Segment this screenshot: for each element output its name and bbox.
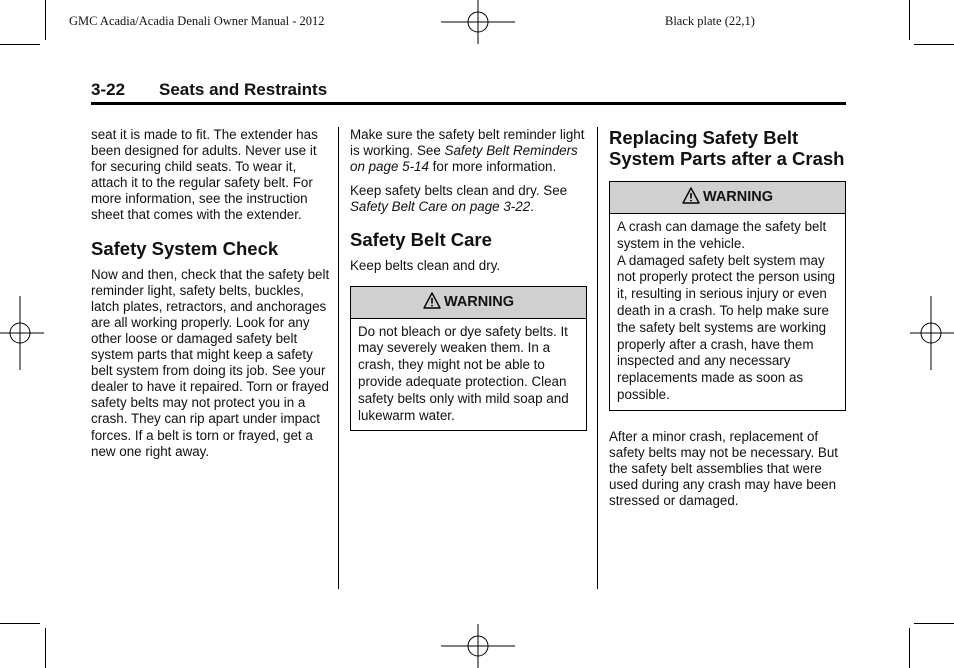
column-3 <box>609 127 846 517</box>
plate-label: Black plate (22,1) <box>665 14 755 28</box>
column-divider <box>338 127 339 589</box>
warning-header <box>351 287 586 319</box>
safety-system-check-body: Now and then, check that the safety belt reminder light, safety belts, buckles, latch plates, retractors, and anchorages are all working properly. Look for any other loose or damaged safety belt system parts that might keep a safety belt system from doing its job. See your dealer to have it repaired. Torn or frayed safety belts may not protect you in a crash. They can rip apart under impact forces. If a belt is torn or frayed, get a new one right away. <box>91 266 330 459</box>
registration-mark-icon <box>441 624 515 668</box>
safety-system-check-heading: Safety System Check <box>91 237 279 259</box>
registration-mark-icon <box>910 296 954 370</box>
text: for more information. <box>428 159 557 175</box>
replacing-parts-heading: Replacing Safety Belt System Parts after a Crash <box>609 127 845 169</box>
intro-paragraph: seat it is made to fit. The extender has been designed for adults. Never use it for securing child seats. To wear it, attach it to the regular safety belt. For more information, see the instruction sheet that comes with the extender. <box>91 127 318 223</box>
warning-header <box>610 182 845 214</box>
safety-belt-care-heading: Safety Belt Care <box>350 229 492 251</box>
clean-paragraph <box>350 183 587 215</box>
warning-text-2: A damaged safety belt system may not properly protect the person using it, resulting in serious injury or even death in a crash. To help make sure the safety belt systems are working properly after a crash, have them inspected and any necessary replacements made as soon as possible. <box>617 252 836 402</box>
reminder-paragraph <box>350 127 587 175</box>
after-crash-paragraph: After a minor crash, replacement of safety belts may not be necessary. But the safety belt assemblies that were used during any crash may have been stressed or damaged. <box>609 428 838 509</box>
warning-box <box>350 286 587 432</box>
warning-label: WARNING <box>702 189 774 205</box>
column-2 <box>350 127 587 443</box>
warning-box <box>609 181 846 411</box>
section-header <box>91 80 327 100</box>
cross-reference-link[interactable]: Safety Belt Care on page 3-22 <box>350 199 531 215</box>
manual-title: GMC Acadia/Acadia Denali Owner Manual - 2012 <box>69 14 325 28</box>
text: . <box>530 199 534 215</box>
section-number: 3-22 <box>91 80 126 99</box>
column-1 <box>91 127 331 468</box>
column-divider <box>597 127 598 589</box>
warning-body <box>610 214 845 410</box>
registration-mark-icon <box>441 0 515 44</box>
warning-label: WARNING <box>443 293 515 310</box>
text: Keep safety belts clean and dry. See <box>350 183 568 199</box>
care-paragraph: Keep belts clean and dry. <box>350 258 501 274</box>
cross-reference-link[interactable]: Safety Belt Reminders on page 5-14 <box>350 143 578 175</box>
text: Make sure the safety belt reminder light is working. See <box>350 127 585 159</box>
warning-triangle-icon <box>423 292 441 309</box>
warning-text: Do not bleach or dye safety belts. It may severely weaken them. In a crash, they might not be able to provide adequate protection. Clean safety belts only with mild soap and lukewarm water. <box>358 323 569 423</box>
section-rule <box>91 102 846 105</box>
warning-body <box>351 319 586 431</box>
section-title: Seats and Restraints <box>159 80 328 99</box>
warning-text-1: A crash can damage the safety belt system in the vehicle. <box>617 219 827 251</box>
warning-triangle-icon <box>682 187 700 204</box>
registration-mark-icon <box>0 296 44 370</box>
